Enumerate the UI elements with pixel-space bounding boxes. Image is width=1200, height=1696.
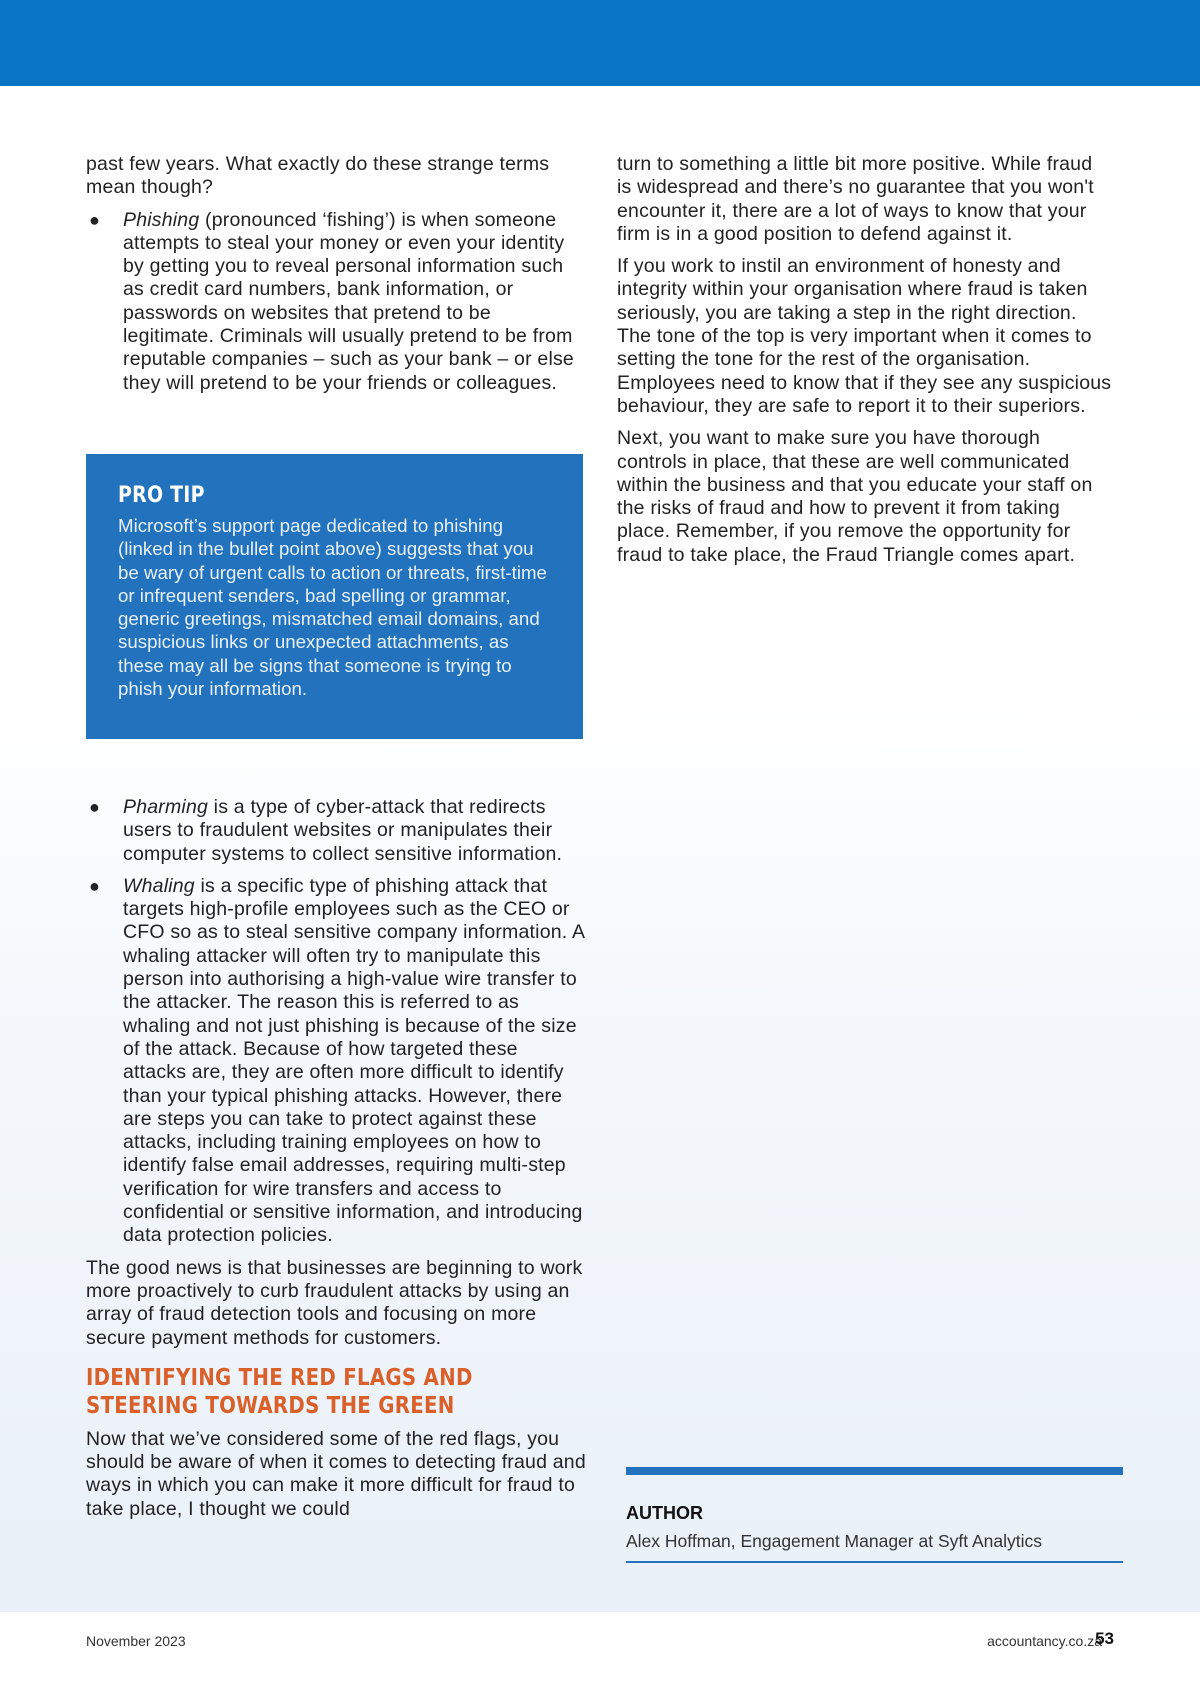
term-pharming: Pharming — [123, 796, 209, 818]
bullet-item-whaling — [86, 875, 586, 1248]
bullet-item-pharming — [86, 796, 586, 866]
footer-band — [0, 1612, 1200, 1696]
phishing-description: (pronounced ‘fishing’) is when someone attempts to steal your money or even your identity by getting you to reveal personal information such as credit card numbers, bank information, or passwords on websites that pretend to be legitimate. Criminals will usually pretend to be from reputable companies – such as your bank – or else they will pretend to be your friends or colleagues. — [123, 208, 574, 394]
pro-tip-body: Microsoft’s support page dedicated to phishing (linked in the bullet point above) suggests that you be wary of urgent calls to action or threats, first-time or infrequent senders, bad spelling or grammar, generic greetings, mismatched email domains, and suspicious links or unexpected attachments, as these may all be signs that someone is trying to phish your information. — [118, 515, 547, 700]
right-paragraph-3: Next, you want to make sure you have thorough controls in place, that these are well communicated within the business and that you educate your staff on the risks of fraud and how to prevent it from taking place. Remember, if you remove the opportunity for fraud to take place, the Fraud Triangle comes apart. — [617, 427, 1093, 566]
page-number: 53 — [1095, 1629, 1114, 1648]
whaling-description: is a specific type of phishing attack that targets high-profile employees such as the CEO or CFO so as to steal sensitive company information. A whaling attacker will often try to manipulate this person into authorising a high-value wire transfer to the attacker. The reason this is referred to as whaling and not just phishing is because of the size of the attack. Because of how targeted these attacks are, they are often more difficult to identify than your typical phishing attacks. However, there are steps you can take to protect against these attacks, including training employees on how to identify false email addresses, requiring multi-step verification for wire transfers and access to confidential or sensitive information, and introducing data protection policies. — [123, 874, 585, 1247]
bullet-dot-icon: ● — [89, 797, 101, 817]
bullet-item-phishing — [86, 209, 586, 395]
right-column — [617, 153, 1112, 576]
section-paragraph: Now that we’ve considered some of the red flags, you should be aware of when it comes to detecting fraud and ways in which you can make it more difficult for fraud to take place, I thought we could — [86, 1427, 586, 1520]
author-name: Alex Hoffman, Engagement Manager at Syft Analytics — [626, 1531, 1043, 1551]
pro-tip-title: PRO TIP — [118, 483, 205, 508]
right-paragraph-1: turn to something a little bit more positive. While fraud is widespread and there’s no guarantee that you won't encounter it, there are a lot of ways to know that your firm is in a good position to defend against it. — [617, 153, 1094, 245]
section-heading: IDENTIFYING THE RED FLAGS AND STEERING TOWARDS THE GREEN — [86, 1364, 473, 1419]
bullet-dot-icon: ● — [89, 209, 101, 230]
left-column-top — [86, 153, 586, 404]
pro-tip-box — [86, 454, 583, 739]
left-column-bottom — [86, 796, 586, 1530]
author-box — [626, 1467, 1123, 1563]
pharming-description: is a type of cyber-attack that redirects users to fraudulent websites or manipulates their computer systems to collect sensitive information. — [123, 796, 563, 865]
term-whaling: Whaling — [123, 874, 195, 897]
footer-site-link[interactable]: accountancy.co.za — [987, 1633, 1102, 1649]
bullet-list-attacks — [86, 796, 586, 1248]
bullet-dot-icon: ● — [89, 875, 101, 896]
footer-date: November 2023 — [86, 1633, 186, 1649]
author-label: AUTHOR — [626, 1503, 703, 1523]
bullet-list-phishing — [86, 209, 586, 395]
intro-paragraph: past few years. What exactly do these strange terms mean though? — [86, 153, 550, 199]
good-news-paragraph: The good news is that businesses are beginning to work more proactively to curb fraudulent attacks by using an array of fraud detection tools and focusing on more secure payment methods for customers. — [86, 1256, 583, 1349]
top-color-bar — [0, 0, 1200, 86]
term-phishing: Phishing — [123, 208, 200, 231]
right-paragraph-2: If you work to instil an environment of honesty and integrity within your organisation where fraud is taken seriously, you are taking a step in the right direction. The tone of the top is very important when it comes to setting the tone for the rest of the organisation. Employees need to know that if they see any suspicious behaviour, they are safe to report it to their superiors. — [617, 255, 1112, 417]
